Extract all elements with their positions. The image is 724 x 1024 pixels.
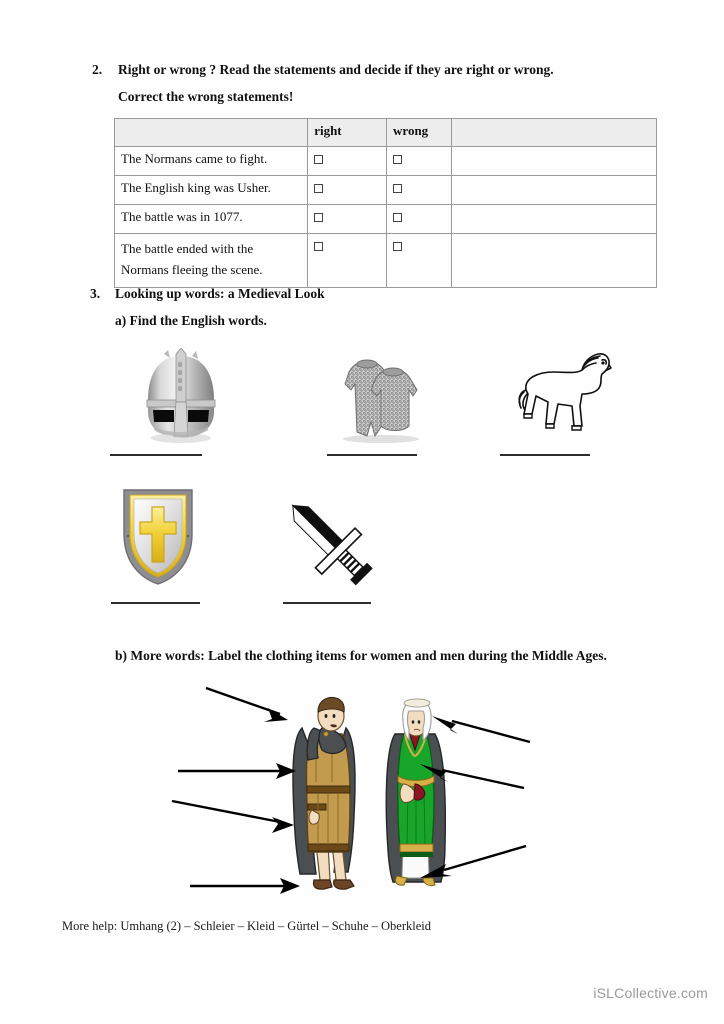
statement-text: The battle was in 1077. (115, 205, 308, 234)
arrow-woman-underdress (414, 838, 536, 884)
correction-cell[interactable] (451, 176, 656, 205)
correction-cell[interactable] (451, 205, 656, 234)
header-wrong: wrong (387, 119, 452, 147)
checkbox-right-cell[interactable] (308, 234, 387, 288)
arrow-man-shoes (188, 872, 310, 900)
checkbox-wrong[interactable] (393, 184, 402, 193)
checkbox-right[interactable] (314, 155, 323, 164)
exercise-3-title: Looking up words: a Medieval Look (115, 286, 325, 301)
checkbox-wrong[interactable] (393, 242, 402, 251)
correction-cell[interactable] (451, 147, 656, 176)
statement-line1: The battle ended with the (121, 241, 254, 256)
exercise-3b-prompt: b) More words: Label the clothing items for women and men during the Middle Ages. (115, 648, 607, 663)
checkbox-wrong[interactable] (393, 213, 402, 222)
checkbox-right-cell[interactable] (308, 147, 387, 176)
answer-line-chain-mail[interactable] (327, 454, 417, 456)
header-statement (115, 119, 308, 147)
checkbox-wrong-cell[interactable] (387, 205, 452, 234)
exercise-3-number: 3. (90, 286, 101, 301)
exercise-2-prompt-line1: Right or wrong ? Read the statements and decide if they are right or wrong. (118, 62, 554, 77)
sword-icon (275, 486, 387, 590)
checkbox-right-cell[interactable] (308, 205, 387, 234)
checkbox-wrong-cell[interactable] (387, 147, 452, 176)
arrow-man-tunic (168, 793, 308, 837)
islcollective-watermark: iSLCollective.com (593, 985, 708, 1001)
knight-helmet-icon (140, 348, 222, 444)
exercise-3a-prompt: a) Find the English words. (115, 313, 267, 328)
statement-text: The Normans came to fight. (115, 147, 308, 176)
shield-with-cross-icon (118, 484, 198, 588)
table-header-row (115, 119, 657, 147)
table-row (115, 205, 657, 234)
arrow-man-belt (176, 756, 306, 786)
checkbox-wrong-cell[interactable] (387, 176, 452, 205)
table-row (115, 234, 657, 288)
statement-line2: Normans fleeing the scene. (121, 262, 263, 277)
header-correction (451, 119, 656, 147)
answer-line-shield[interactable] (111, 602, 200, 604)
arrow-man-cloak (176, 682, 306, 732)
exercise-2-number: 2. (92, 62, 103, 77)
checkbox-wrong[interactable] (393, 155, 402, 164)
more-help-text: More help: Umhang (2) – Schleier – Kleid – Gürtel – Schuhe – Oberkleid (62, 919, 432, 933)
horse-icon (510, 348, 614, 440)
checkbox-right[interactable] (314, 184, 323, 193)
answer-line-helmet[interactable] (110, 454, 202, 456)
arrow-woman-dress (416, 758, 534, 798)
answer-line-sword[interactable] (283, 602, 371, 604)
table-row (115, 176, 657, 205)
checkbox-right[interactable] (314, 213, 323, 222)
chain-mail-icon (331, 352, 426, 444)
header-right: right (308, 119, 387, 147)
statement-text: The English king was Usher. (115, 176, 308, 205)
checkbox-wrong-cell[interactable] (387, 234, 452, 288)
arrow-woman-veil (424, 708, 542, 750)
answer-line-horse[interactable] (500, 454, 590, 456)
exercise-2-prompt-line2: Correct the wrong statements! (118, 89, 294, 104)
checkbox-right-cell[interactable] (308, 176, 387, 205)
right-wrong-table (114, 118, 657, 288)
correction-cell[interactable] (451, 234, 656, 288)
checkbox-right[interactable] (314, 242, 323, 251)
table-row (115, 147, 657, 176)
statement-text (115, 234, 308, 288)
